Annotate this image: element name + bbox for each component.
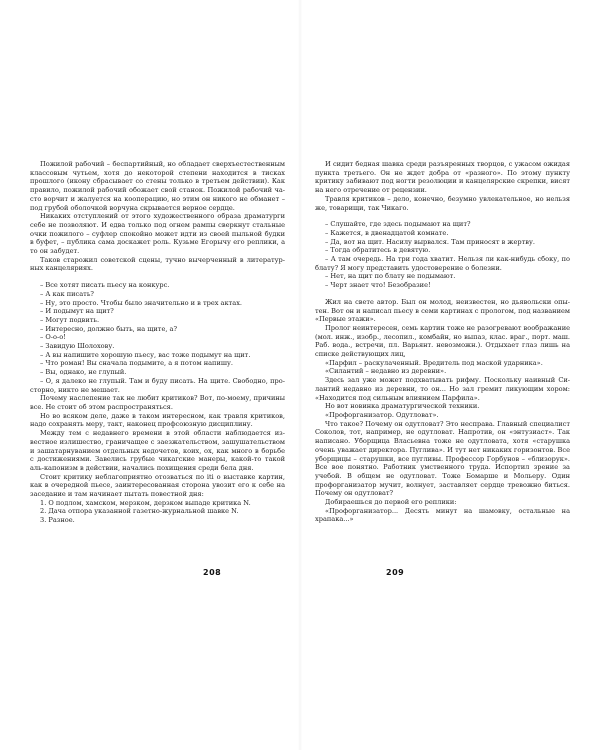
paragraph: Но во всяком деле, даже в таком интересном, как травля критиков, надо сохранять меру, такт, наконец профсоюзную дисциплину. bbox=[30, 411, 285, 429]
dialogue-line: – Все хотят писать пьесу на конкурс. bbox=[40, 281, 170, 290]
paragraph: Жил на свете автор. Был он молод, неизвестен, но дьявольски опытен. Вот он и написал пьесу в семи картинах с прологом, под названием «Первые этажи». bbox=[315, 297, 570, 324]
quote-line: «Профорганизатор. Одутловат». bbox=[325, 410, 439, 419]
quote-line: «Профорганизатор... Десять минут на шамовку, остальные на храпака...» bbox=[315, 506, 570, 524]
paragraph: Но вот новинка драматургической техники. bbox=[325, 402, 480, 411]
paragraph: Почему наслепение так не любит критиков? Вот, по-моему, причины все. Не стоит об этом распространяться. bbox=[30, 394, 285, 411]
quote-line: «Силантий – недавно из деревни». bbox=[325, 367, 447, 376]
paragraph: Пролог неинтересен, семь картин тоже не разогревают воображание (мол. инж., изобр., лесопил., комбайн, но выпаз, клас. враг., порт. маш. Раб. вода., встречи, пл. Варьянт. невозможн.). Отдыхает глаз лишь на списке действующих лиц, bbox=[315, 323, 570, 359]
spacer bbox=[315, 212, 570, 220]
dialogue-line: – Слушайте, где здесь подымают на щит? bbox=[325, 220, 471, 229]
dialogue-line: – А как писать? bbox=[40, 289, 94, 298]
paragraph: Между тем с недавнего времени в этой области наблюдается известное излишество, граничащее с заезжательством, зашушательством и зашатарнуванием отдельных недочетов, коих, ох, как много в борьбе с достижениями. Завелись грубые чикагские манеры, какой-то такой аль-капонизм в действии, начались похищения среди бела дня. bbox=[30, 429, 285, 472]
list-item: 2. Дача отпора указанной газетно-журнальной шавке N. bbox=[40, 507, 239, 516]
paragraph: И сидит бедная шавка среди разъяренных творцов, с ужасом ожидая пункта третьего. Он не ждет добра от «разного». По этому пункту критику забивают под ногти резолюции и канцелярские скрепки, висят на него отречение от рецензии. bbox=[315, 160, 570, 195]
dialogue-line: – Кажется, в двенадцатой комнате. bbox=[325, 228, 449, 237]
dialogue-line: – Завидую Шолохову. bbox=[40, 342, 115, 351]
dialogue-line: – А там очередь. На три года хватит. Нельзя ли как-нибудь сбоку, по блату? Я могу представить удостоверение о болезни. bbox=[315, 255, 570, 272]
dialogue-line: – О, я далеко не глупый. Там и буду писать. На щите. Свободно, просторно, никто не мешает. bbox=[30, 376, 285, 394]
paragraph: Добираешься до первой его реплики: bbox=[325, 498, 457, 507]
right-page bbox=[315, 160, 570, 524]
dialogue-line: – А вы напишите хорошую пьесу, вас тоже подымут на щит. bbox=[40, 350, 251, 359]
dialogue-line: – Ну, это просто. Чтобы было значительно и в трех актах. bbox=[40, 298, 243, 307]
quote-line: «Парфил – раскулаченный. Вредитель под маской ударника». bbox=[325, 358, 543, 367]
dialogue-line: – Что роман! Вы сначала подымите, а я потом напишу. bbox=[40, 359, 233, 368]
dialogue-line: – Могут подвить. bbox=[40, 315, 100, 324]
dialogue-line: – О-о-о! bbox=[40, 333, 66, 342]
spacer bbox=[30, 273, 285, 281]
dialogue-line: – Черт знает что! Безобразие! bbox=[325, 281, 431, 290]
dialogue-line: – Да, вот на щит. Насилу вырвался. Там приносят в жертву. bbox=[325, 237, 535, 246]
paragraph: Что такое? Почему он одутловат? Это несправа. Главный специалист Соколов, тот, например, не одутловат. Напротив, он «энтузиаст». Так написано. Уборщица Власьевна тоже не одутловата, хотя «старушка очень уважает директора. Пуглива». И тут нет никаких горизонтов. Все уборщицы – старушки, все пугливы. Профессор Горбунов – «близорук». Все вое понятно. Работник умственного труда. Испортил зрение за учебой. В общем не одутловат. Тоже Бомарше и Мольеру. Один профорганизатор мучит, волнует, заставляет сердце тревожно биться. Почему он одутловат? bbox=[315, 419, 570, 498]
spacer bbox=[315, 290, 570, 298]
left-page bbox=[30, 160, 285, 525]
paragraph: Травля критиков – дело, конечно, безумно увлекательное, но нельзя же, товарищи, так Чикаго. bbox=[315, 194, 570, 212]
page-number-right: 209 bbox=[386, 568, 405, 577]
dialogue-line: – Тогда обратитесь в девятую. bbox=[325, 246, 431, 255]
book-gutter bbox=[298, 0, 302, 750]
list-item: 3. Разное. bbox=[40, 516, 75, 525]
paragraph: Пожилой рабочий – беспартийный, но обладает сверхъестественным классовым чутьем, хотя до некоторой степени находится в тисках прошлого (икону сбрасывает со стены только в третьем действии). Как правило, пожилой рабочий обожает свой станок. Пожилой рабочий часто ворчит и жалуется на кооперацию, но этим он никого не обманет – под грубой оболочкой ворчуна скрывается верное сердце. bbox=[30, 160, 285, 212]
page-number-left: 208 bbox=[203, 568, 222, 577]
paragraph: Здесь зал уже может подхватывать рифму. Поскольку наивный Силантий недавно из деревни, то он... Но зал гремит ликующим хором: «Находится под сильным влиянием Парфила». bbox=[315, 376, 570, 402]
list-item: 1. О подлом, хамском, мерзком, дерзком выпаде критика N. bbox=[40, 498, 251, 507]
dialogue-line: – Вы, однако, не глупый. bbox=[40, 368, 127, 377]
dialogue-line: – Интересно, должно быть, на щите, а? bbox=[40, 324, 178, 333]
paragraph: Стоит критику неблагоприятно отозваться пo iti о выставке картин, как в очередной пьесе, заинтересованная сторона увозит его к себе на заседание и там начинает пытать повестной дня: bbox=[30, 472, 285, 499]
dialogue-line: – Нет, на щит по блату не подымают. bbox=[325, 272, 456, 281]
paragraph: Таков старожил советской сцены, тучно вычерченный в литературных канцеляриях. bbox=[30, 255, 285, 273]
dialogue-line: – И подымут на щит? bbox=[40, 307, 114, 316]
paragraph: Никаких отступлений от этого художественного образа драматурги себе не позволяют. И едва только под огнем рампы сверкнут стальные очки пожилого – суфлер спокойно может идти из своей пыльной будки в буфет, – публика сама доскажет роль. Кузьме Егорычу его реплики, а то он забудет. bbox=[30, 212, 285, 256]
